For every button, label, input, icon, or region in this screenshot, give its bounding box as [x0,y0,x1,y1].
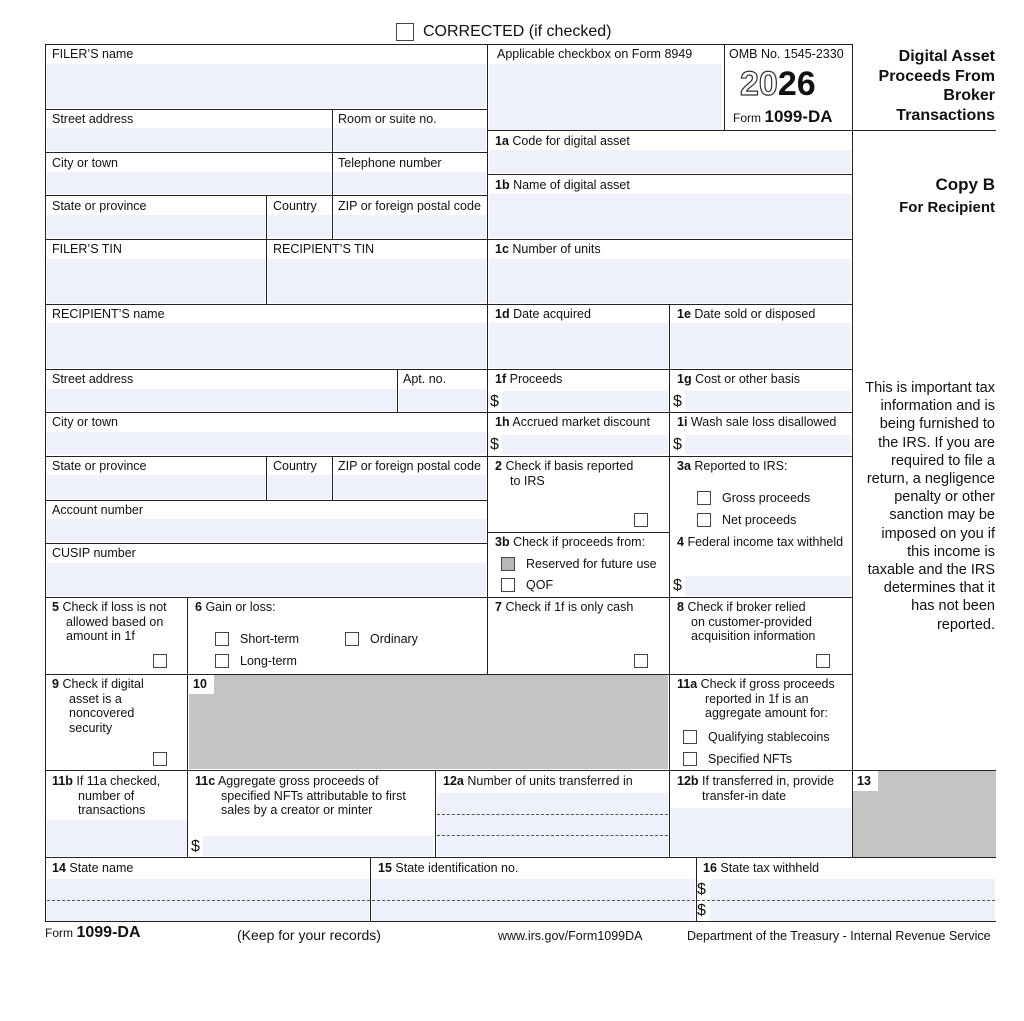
box-1h-dollar: $ [490,436,499,453]
box-16-label: 16 State tax withheld [703,861,820,875]
footer-form-name: 1099-DA [76,924,141,941]
box-1g-dollar: $ [673,393,682,410]
box-6-short-term-checkbox[interactable] [215,632,229,646]
box-3a-gross-checkbox[interactable] [697,491,711,505]
box-9-label: 9 Check if digital asset is a noncovered security [52,677,144,735]
box-9-checkbox[interactable] [153,752,167,766]
filer-street-label: Street address [52,112,134,126]
filer-zip-label: ZIP or foreign postal code [338,199,481,213]
corrected-label: CORRECTED (if checked) [423,23,612,40]
box-6-ordinary-label: Ordinary [370,632,418,646]
title-line: Transactions [896,106,995,124]
filer-state-label: State or province [52,199,147,213]
tax-year [740,64,816,104]
footer-department: Department of the Treasury - Internal Revenue Service [687,929,991,943]
box-1d-label: 1d Date acquired [495,307,591,321]
recipient-apt-label: Apt. no. [403,372,447,386]
notice-line: information and is [880,398,995,415]
box-1c-label: 1c Number of units [495,242,601,256]
box-1h-label: 1h Accrued market discount [495,415,650,429]
notice-line: determines that it [883,580,995,597]
recipient-zip-label: ZIP or foreign postal code [338,459,481,473]
box-11a-nfts-label: Specified NFTs [708,752,793,766]
year-bold: 26 [777,65,816,103]
filer-country-label: Country [273,199,317,213]
filer-room-label: Room or suite no. [338,112,437,126]
box-15-label: 15 State identification no. [378,861,519,875]
box-4-dollar: $ [673,577,682,594]
notice-line: taxable and the IRS [867,562,995,579]
box-7-label: 7 Check if 1f is only cash [495,600,634,614]
corrected-checkbox[interactable] [396,23,414,41]
box-11c-dollar: $ [191,838,200,855]
form-prefix: Form [733,111,761,125]
box-1e-label: 1e Date sold or disposed [677,307,816,321]
notice-line: has not been [911,598,995,615]
box-1g-label: 1g Cost or other basis [677,372,800,386]
box-2-checkbox[interactable] [634,513,648,527]
box-6-long-term-checkbox[interactable] [215,654,229,668]
box-1i-label: 1i Wash sale loss disallowed [677,415,837,429]
footer-keep-records: (Keep for your records) [237,927,381,943]
box-1f-dollar: $ [490,393,499,410]
box-1i-dollar: $ [673,436,682,453]
notice-line: required to file a [891,452,995,469]
recipient-name-label: RECIPIENT’S name [52,307,165,321]
box-10-label: 10 [193,677,207,691]
account-number-label: Account number [52,503,144,517]
box-11a-stablecoins-label: Qualifying stablecoins [708,730,830,744]
footer-form-prefix: Form [45,926,73,940]
box-1a-label: 1a Code for digital asset [495,134,630,148]
box-12b-label: 12b If transferred in, provide transfer-in date [677,774,835,803]
recipient-state-label: State or province [52,459,147,473]
year-light: 20 [740,65,778,103]
box-11a-label: 11a Check if gross proceeds reported in 1f is an aggregate amount for: [677,677,835,720]
title-line: Digital Asset [898,48,995,65]
title-line: Proceeds From [878,67,995,85]
notice-line: sanction may be [889,507,995,524]
box-3a-label: 3a Reported to IRS: [677,459,788,473]
omb-number: OMB No. 1545-2330 [729,47,844,61]
title-line: Broker [943,87,995,104]
box-5-label: 5 Check if loss is not allowed based on amount in 1f [52,600,167,643]
box-12a-label: 12a Number of units transferred in [443,774,633,788]
filer-name-label: FILER’S name [52,47,134,61]
box-6-ordinary-checkbox[interactable] [345,632,359,646]
filer-city-label: City or town [52,156,118,170]
footer-url: www.irs.gov/Form1099DA [498,929,643,943]
notice-line: reported. [936,616,995,633]
box-8-label: 8 Check if broker relied on customer-provided acquisition information [677,600,816,643]
box-11a-stablecoins-checkbox[interactable] [683,730,697,744]
box-16-dollar-2: $ [697,902,706,919]
form-name: 1099-DA [764,107,833,126]
recipient-tin-label: RECIPIENT’S TIN [273,242,375,256]
box-3b-qof-checkbox[interactable] [501,578,515,592]
box-11b-label: 11b If 11a checked, number of transactions [52,774,161,817]
box-11c-label: 11c Aggregate gross proceeds of specified NFTs attributable to first sales by a creator or minter [195,774,406,817]
filer-phone-label: Telephone number [338,156,442,170]
copy-label: Copy B [935,175,995,194]
box-1f-label: 1f Proceeds [495,372,563,386]
recipient-city-label: City or town [52,415,118,429]
box-11a-nfts-checkbox[interactable] [683,752,697,766]
footer-form-id [45,926,141,941]
box-4-label: 4 Federal income tax withheld [677,535,844,549]
filer-tin-label: FILER’S TIN [52,242,122,256]
notice-text [835,379,995,634]
box-3b-qof-label: QOF [526,578,554,592]
notice-line: being furnished to [879,416,995,433]
box-3a-net-checkbox[interactable] [697,513,711,527]
box-16-dollar-1: $ [697,881,706,898]
cusip-number-label: CUSIP number [52,546,136,560]
box-5-checkbox[interactable] [153,654,167,668]
box-14-label: 14 State name [52,861,134,875]
box-6-short-term-label: Short-term [240,632,300,646]
box-6-long-term-label: Long-term [240,654,297,668]
box-3a-gross-label: Gross proceeds [722,491,811,505]
box-3a-net-label: Net proceeds [722,513,797,527]
for-recipient-label: For Recipient [899,199,995,216]
notice-line: return, a negligence [866,471,995,488]
form-id-header [733,107,833,126]
applicable-checkbox-label: Applicable checkbox on Form 8949 [497,47,693,61]
box-7-checkbox[interactable] [634,654,648,668]
box-8-checkbox[interactable] [816,654,830,668]
notice-line: penalty or other [894,489,995,506]
recipient-country-label: Country [273,459,317,473]
box-13-label: 13 [857,774,871,788]
box-2-label: 2 Check if basis reported to IRS [495,459,634,488]
box-3b-label: 3b Check if proceeds from: [495,535,646,549]
box-3b-reserved-checkbox [501,557,515,571]
box-3b-reserved-label: Reserved for future use [526,557,657,571]
form-title [835,47,995,125]
box-6-label: 6 Gain or loss: [195,600,276,614]
box-1b-label: 1b Name of digital asset [495,178,630,192]
notice-line: the IRS. If you are [878,434,995,451]
box-10-reserved [189,674,668,769]
recipient-street-label: Street address [52,372,134,386]
notice-line: This is important tax [865,380,995,396]
notice-line: imposed on you if [881,525,995,542]
notice-line: this income is [907,543,995,560]
